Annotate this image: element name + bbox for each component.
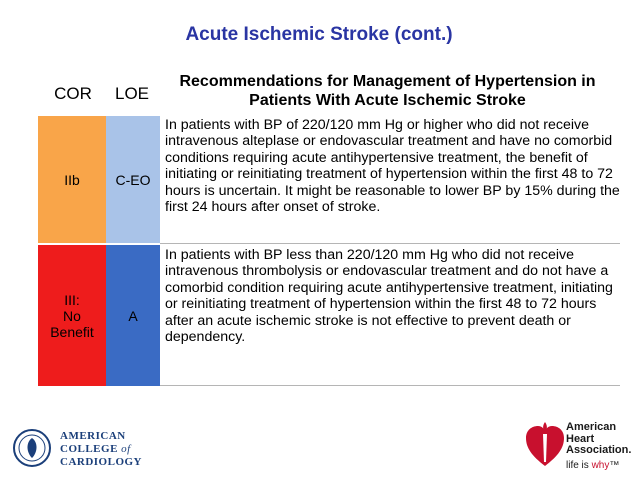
aha-tag-suffix: ™ bbox=[609, 460, 620, 471]
row2-cor-line: Benefit bbox=[50, 323, 94, 340]
loe-column-header: LOE bbox=[114, 84, 150, 103]
row-divider bbox=[160, 385, 620, 386]
row2-loe-cell: A bbox=[106, 245, 160, 386]
acc-logo bbox=[12, 428, 152, 470]
acc-of: of bbox=[121, 443, 131, 455]
aha-line: Heart bbox=[566, 432, 595, 445]
row1-cor-cell: IIb bbox=[38, 116, 106, 243]
aha-line: American bbox=[566, 421, 617, 433]
acc-line: CARDIOLOGY bbox=[60, 456, 143, 468]
heart-torch-icon bbox=[524, 418, 566, 470]
row1-loe-cell: C-EO bbox=[106, 116, 160, 243]
recommendations-column-header: Recommendations for Management of Hypertension in Patients With Acute Ischemic Stroke bbox=[179, 73, 596, 109]
cor-column-header: COR bbox=[54, 84, 92, 103]
acc-wordmark bbox=[60, 430, 142, 469]
row2-cor-cell bbox=[38, 245, 106, 386]
acc-seal-icon bbox=[12, 428, 52, 468]
aha-tagline bbox=[566, 460, 619, 471]
acc-line: COLLEGE bbox=[60, 443, 118, 455]
aha-logo bbox=[524, 418, 634, 476]
row-divider bbox=[160, 243, 620, 244]
row1-recommendation-text: In patients with BP of 220/120 mm Hg or higher who did not receive intravenous alteplase or endovascular treatment and have no comorbid conditions requiring acute antihypertensive treatment, the benefit of initiating or reinitiating treatment of hypertension within the first 48 to 72 hours is uncertain. It might be reasonable to lower BP by 15% during the first 24 hours after onset of stroke. bbox=[165, 117, 620, 216]
aha-tag-prefix: life is bbox=[566, 460, 592, 471]
aha-tag-why: why bbox=[591, 460, 610, 471]
row2-cor-line: No bbox=[63, 307, 81, 324]
slide-title: Acute Ischemic Stroke (cont.) bbox=[185, 24, 453, 45]
row2-recommendation-text: In patients with BP less than 220/120 mm Hg who did not receive intravenous thrombolysis or endovascular treatment and do not have a comorbid condition requiring acute antihypertensive treatment, initiating or reinitiating treatment of hypertension within the first 48 to 72 hours after an acute ischemic stroke is not effective to prevent death or dependency. bbox=[165, 247, 613, 346]
row2-cor-line: III: bbox=[64, 291, 80, 308]
acc-line: AMERICAN bbox=[60, 430, 126, 442]
aha-wordmark bbox=[566, 422, 631, 457]
aha-line: Association. bbox=[566, 444, 632, 456]
